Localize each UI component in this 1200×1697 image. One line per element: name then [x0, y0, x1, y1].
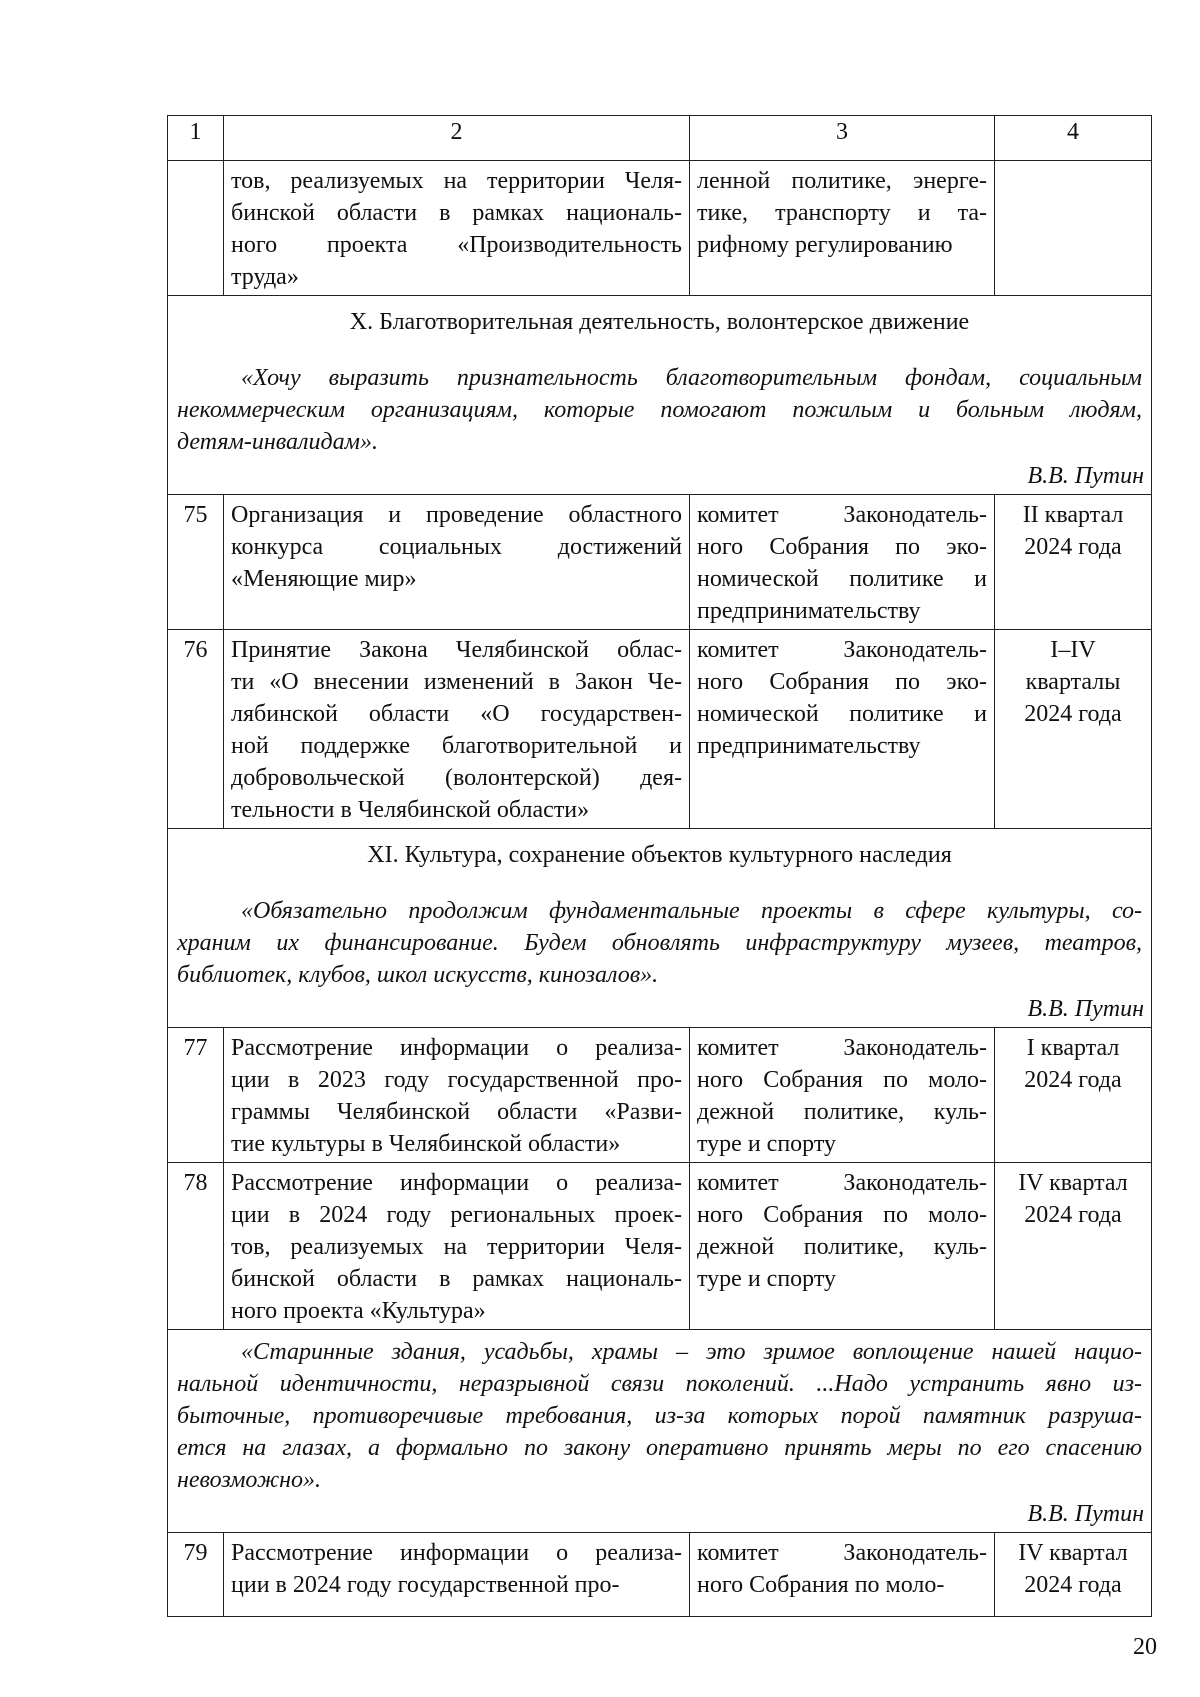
page-number: 20	[1133, 1634, 1157, 1660]
event-text-line: тие культуры в Челябинской области»	[231, 1131, 621, 1157]
row-number-cell	[168, 161, 224, 296]
row-number: 75	[183, 502, 208, 528]
row-number: 79	[183, 1540, 208, 1566]
event-text-line: бинской области в рамках националь-	[231, 1266, 682, 1292]
row-number-cell	[168, 630, 224, 829]
row-number: 77	[183, 1035, 208, 1061]
table-row	[168, 495, 1152, 630]
header-cell-2: 2	[224, 116, 690, 161]
event-text-line: бинской области в рамках националь-	[231, 200, 682, 226]
quote-line: быточные, противоречивые требования, из-за которых порой памятник разруша-	[177, 1403, 1142, 1429]
responsible-text-line: дежной политике, куль-	[697, 1099, 987, 1125]
responsible-text-line: предпринимательству	[697, 598, 921, 624]
event-text-line: тов, реализуемых на территории Челя-	[231, 1234, 682, 1260]
period-text-line: I–IV	[1050, 637, 1096, 663]
row-number-cell	[168, 1163, 224, 1330]
event-text-line: ции в 2024 году региональных проек-	[231, 1202, 682, 1228]
event-text-line: «Меняющие мир»	[231, 566, 417, 592]
section-heading-cell	[168, 829, 1152, 1028]
responsible-text-line: рифному регулированию	[697, 232, 953, 258]
period-text-line: 2024 года	[1024, 701, 1122, 727]
section-heading-cell	[168, 296, 1152, 495]
row-period-cell	[995, 1533, 1152, 1617]
event-text-line: ти «О внесении изменений в Закон Че-	[231, 669, 682, 695]
quote-line: детям-инвалидам».	[177, 429, 378, 455]
plan-table	[167, 115, 1152, 1617]
event-text-line: граммы Челябинской области «Разви-	[231, 1099, 682, 1125]
table-row	[168, 1163, 1152, 1330]
table-header-row	[168, 116, 1152, 161]
row-period-cell	[995, 495, 1152, 630]
event-text-line: Организация и проведение областного	[231, 502, 682, 528]
quote-line: нальной идентичности, неразрывной связи поколений. ...Надо устранить явно из-	[177, 1371, 1142, 1397]
row-period-cell	[995, 1028, 1152, 1163]
row-responsible-cell	[690, 1028, 995, 1163]
period-text-line: IV квартал	[1018, 1540, 1128, 1566]
responsible-text-line: туре и спорту	[697, 1131, 837, 1157]
table-row	[168, 630, 1152, 829]
responsible-text-line: туре и спорту	[697, 1266, 837, 1292]
quote-author: В.В. Путин	[1027, 463, 1144, 489]
row-number: 76	[183, 637, 208, 663]
row-responsible-cell	[690, 495, 995, 630]
responsible-text-line: номической политике и	[697, 566, 987, 592]
epigraph-quote	[175, 895, 1144, 991]
quote-line: «Хочу выразить признательность благотворительным фондам, социальным	[241, 365, 1142, 391]
header-cell-3: 3	[690, 116, 995, 161]
responsible-text-line: ного Собрания по моло-	[697, 1202, 987, 1228]
responsible-text-line: ного Собрания по эко-	[697, 669, 987, 695]
event-text-line: конкурса социальных достижений	[231, 534, 682, 560]
row-number-cell	[168, 495, 224, 630]
responsible-text-line: ного Собрания по моло-	[697, 1572, 945, 1598]
row-responsible-cell	[690, 161, 995, 296]
document-page	[167, 115, 1151, 1617]
row-period-cell	[995, 630, 1152, 829]
responsible-text-line: тике, транспорту и та-	[697, 200, 987, 226]
event-text-line: лябинской области «О государствен-	[231, 701, 682, 727]
event-text-line: Рассмотрение информации о реализа-	[231, 1540, 682, 1566]
responsible-text-line: дежной политике, куль-	[697, 1234, 987, 1260]
epigraph-quote	[175, 362, 1144, 458]
row-event-cell	[224, 495, 690, 630]
quote-author: В.В. Путин	[1027, 1501, 1144, 1527]
period-text-line: кварталы	[1025, 669, 1121, 695]
quote-line: «Обязательно продолжим фундаментальные проекты в сфере культуры, со-	[241, 898, 1142, 924]
row-period-cell	[995, 161, 1152, 296]
table-row	[168, 161, 1152, 296]
row-responsible-cell	[690, 1533, 995, 1617]
event-text-line: ции в 2024 году государственной про-	[231, 1572, 620, 1598]
event-text-line: Принятие Закона Челябинской облас-	[231, 637, 682, 663]
quote-line: «Старинные здания, усадьбы, храмы – это зримое воплощение нашей нацио-	[241, 1339, 1142, 1365]
event-text-line: ной поддержке благотворительной и	[231, 733, 682, 759]
event-text-line: труда»	[231, 264, 299, 290]
event-text-line: Рассмотрение информации о реализа-	[231, 1170, 682, 1196]
event-text-line: ции в 2023 году государственной про-	[231, 1067, 682, 1093]
table-row	[168, 1028, 1152, 1163]
responsible-text-line: ного Собрания по эко-	[697, 534, 987, 560]
quote-line: невозможно».	[177, 1467, 322, 1493]
row-number-cell	[168, 1533, 224, 1617]
row-event-cell	[224, 630, 690, 829]
section-title: XI. Культура, сохранение объектов культурного наследия	[367, 842, 952, 868]
period-text-line: IV квартал	[1018, 1170, 1128, 1196]
event-text-line: Рассмотрение информации о реализа-	[231, 1035, 682, 1061]
quote-row	[168, 1330, 1152, 1533]
responsible-text-line: комитет Законодатель-	[697, 1035, 987, 1061]
period-text-line: 2024 года	[1024, 1067, 1122, 1093]
period-text-line: 2024 года	[1024, 1202, 1122, 1228]
row-period-cell	[995, 1163, 1152, 1330]
responsible-text-line: комитет Законодатель-	[697, 1170, 987, 1196]
row-responsible-cell	[690, 630, 995, 829]
quote-line: храним их финансирование. Будем обновлять инфраструктуру музеев, театров,	[177, 930, 1142, 956]
period-text-line: I квартал	[1026, 1035, 1120, 1061]
row-event-cell	[224, 1533, 690, 1617]
responsible-text-line: комитет Законодатель-	[697, 637, 987, 663]
section-heading-row	[168, 829, 1152, 1028]
event-text-line: тов, реализуемых на территории Челя-	[231, 168, 682, 194]
responsible-text-line: комитет Законодатель-	[697, 502, 987, 528]
row-number-cell	[168, 1028, 224, 1163]
responsible-text-line: номической политике и	[697, 701, 987, 727]
quote-author: В.В. Путин	[1027, 996, 1144, 1022]
row-event-cell	[224, 1163, 690, 1330]
section-heading-row	[168, 296, 1152, 495]
period-text-line: II квартал	[1022, 502, 1124, 528]
quote-line: ется на глазах, а формально по закону оперативно принять меры по его спасению	[177, 1435, 1142, 1461]
table-row	[168, 1533, 1152, 1617]
responsible-text-line: ного Собрания по моло-	[697, 1067, 987, 1093]
event-text-line: тельности в Челябинской области»	[231, 797, 590, 823]
quote-line: библиотек, клубов, школ искусств, кинозалов».	[177, 962, 659, 988]
row-responsible-cell	[690, 1163, 995, 1330]
row-event-cell	[224, 1028, 690, 1163]
event-text-line: добровольческой (волонтерской) дея-	[231, 765, 682, 791]
header-cell-1: 1	[168, 116, 224, 161]
event-text-line: ного проекта «Производительность	[231, 232, 682, 258]
event-text-line: ного проекта «Культура»	[231, 1298, 486, 1324]
responsible-text-line: предпринимательству	[697, 733, 921, 759]
responsible-text-line: комитет Законодатель-	[697, 1540, 987, 1566]
row-number: 78	[183, 1170, 208, 1196]
period-text-line: 2024 года	[1024, 534, 1122, 560]
responsible-text-line: ленной политике, энерге-	[697, 168, 987, 194]
epigraph-quote	[175, 1336, 1144, 1496]
quote-cell	[168, 1330, 1152, 1533]
row-event-cell	[224, 161, 690, 296]
section-title: X. Благотворительная деятельность, волонтерское движение	[349, 309, 970, 335]
quote-line: некоммерческим организациям, которые помогают пожилым и больным людям,	[177, 397, 1142, 423]
period-text-line: 2024 года	[1024, 1572, 1122, 1598]
header-cell-4: 4	[995, 116, 1152, 161]
